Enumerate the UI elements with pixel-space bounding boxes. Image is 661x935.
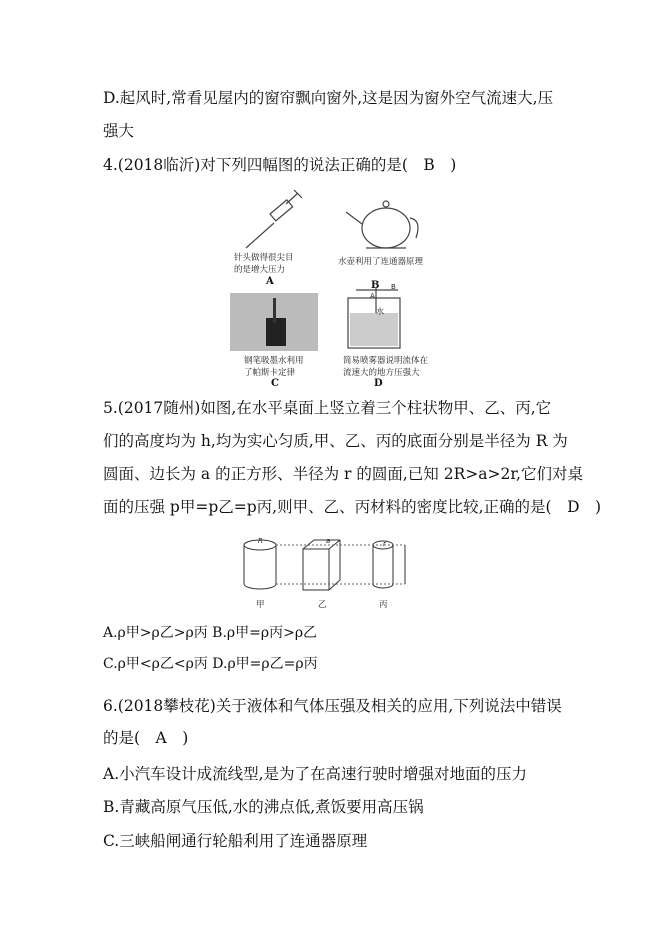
question-5-options-cd: C.ρ甲<ρ乙<ρ丙 D.ρ甲=ρ乙=ρ丙 bbox=[103, 656, 318, 672]
question-5-line1: 5.(2017随州)如图,在水平桌面上竖立着三个柱状物甲、乙、丙,它 bbox=[103, 399, 552, 417]
label-yi: 乙 bbox=[318, 600, 327, 610]
question-6-option-c: C.三峡船闸通行轮船利用了连通器原理 bbox=[103, 832, 368, 850]
caption-a-line1: 针头做得很尖目 bbox=[234, 253, 294, 263]
caption-d-line2: 流速大的地方压强大 bbox=[343, 368, 420, 378]
caption-b: 水壶利用了连通器原理 bbox=[338, 257, 424, 267]
caption-a-line2: 的是增大压力 bbox=[234, 265, 286, 275]
label-tube-a: A bbox=[370, 292, 375, 300]
question-5-options-ab: A.ρ甲>ρ乙>ρ丙 B.ρ甲=ρ丙>ρ乙 bbox=[103, 625, 318, 641]
label-a: A bbox=[266, 276, 274, 287]
option-d-text: D.起风时,常看见屋内的窗帘飘向窗外,这是因为窗外空气流速大,压 bbox=[103, 89, 554, 107]
question-6-line1: 6.(2018攀枝花)关于液体和气体压强及相关的应用,下列说法中错误 bbox=[103, 697, 562, 715]
figure-q4 bbox=[226, 188, 436, 388]
label-jia: 甲 bbox=[256, 600, 265, 610]
question-6-line2: 的是( A ) bbox=[103, 729, 189, 747]
label-bing: 丙 bbox=[379, 600, 388, 610]
label-tube-b: B bbox=[391, 283, 396, 291]
question-5-line2: 们的高度均为 h,均为实心匀质,甲、乙、丙的底面分别是半径为 R 为 bbox=[103, 432, 568, 450]
option-d-text-cont: 强大 bbox=[103, 122, 135, 140]
label-r-big: R bbox=[258, 537, 263, 545]
question-6-option-b: B.青藏高原气压低,水的沸点低,煮饭要用高压锅 bbox=[103, 798, 424, 816]
figure-q5 bbox=[240, 535, 410, 615]
label-a-side: a bbox=[326, 537, 331, 545]
label-c: C bbox=[271, 378, 279, 389]
caption-c-line1: 钢笔吸墨水利用 bbox=[244, 356, 304, 366]
question-5-line4: 面的压强 p甲=p乙=p丙,则甲、乙、丙材料的密度比较,正确的是( D ) bbox=[103, 498, 602, 516]
caption-c-line2: 了帕斯卡定律 bbox=[244, 368, 296, 378]
question-5-line3: 圆面、边长为 a 的正方形、半径为 r 的圆面,已知 2R>a>2r,它们对桌 bbox=[103, 465, 583, 483]
label-water: 水 bbox=[376, 307, 384, 316]
caption-d-line1: 简易喷雾器说明流体在 bbox=[343, 356, 429, 366]
question-6-option-a: A.小汽车设计成流线型,是为了在高速行驶时增强对地面的压力 bbox=[103, 765, 528, 783]
label-d: D bbox=[374, 378, 383, 389]
question-4: 4.(2018临沂)对下列四幅图的说法正确的是( B ) bbox=[103, 156, 457, 174]
label-b: B bbox=[371, 280, 380, 291]
label-r-small: r bbox=[383, 540, 386, 548]
